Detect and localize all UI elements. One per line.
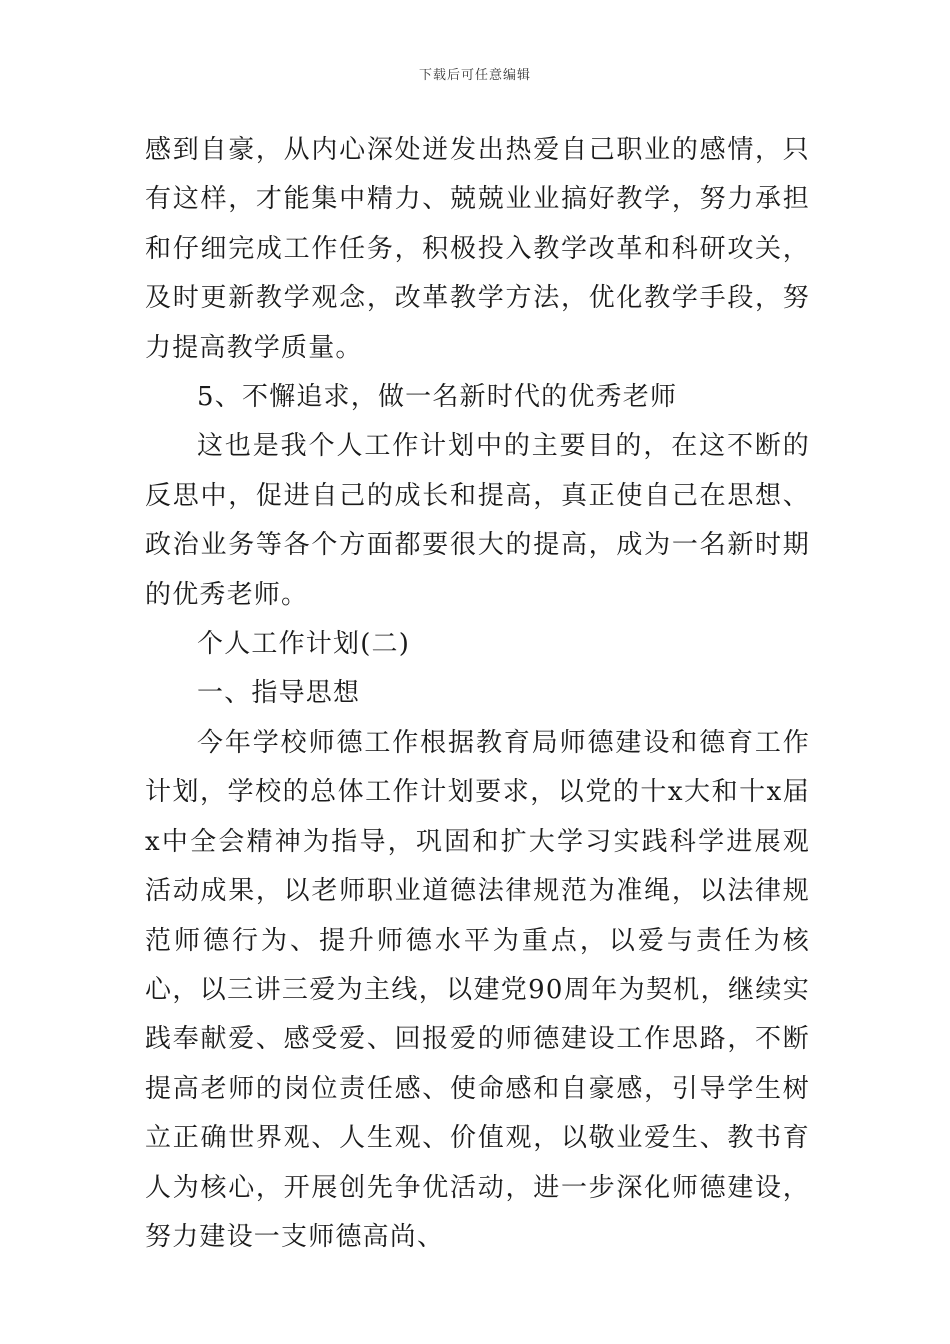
paragraph-goal: 这也是我个人工作计划中的主要目的，在这不断的反思中，促进自己的成长和提高，真正使自己在思想、政治业务等各个方面都要很大的提高，成为一名新时期的优秀老师。 xyxy=(145,431,810,610)
document-body xyxy=(145,126,810,1262)
page-header-note: 下载后可任意编辑 xyxy=(418,68,531,83)
section-heading-5: 5、不懈追求，做一名新时代的优秀老师 xyxy=(197,382,678,413)
paragraph-guiding-thought: 今年学校师德工作根据教育局师德建设和德育工作计划，学校的总体工作计划要求，以党的十x大和十x届x中全会精神为指导，巩固和扩大学习实践科学进展观活动成果，以老师职业道德法律规范为准绳，以法律规范师德行为、提升师德水平为重点，以爱与责任为核心，以三讲三爱为主线，以建党90周年为契机，继续实践奉献爱、感受爱、回报爱的师德建设工作思路，不断提高老师的岗位责任感、使命感和自豪感，引导学生树立正确世界观、人生观、价值观，以敬业爱生、教书育人为核心，开展创先争优活动，进一步深化师德建设，努力建设一支师德高尚、 xyxy=(145,727,810,1252)
paragraph-continuation: 感到自豪，从内心深处迸发出热爱自己职业的感情，只有这样，才能集中精力、兢兢业业搞好教学，努力承担和仔细完成工作任务，积极投入教学改革和科研攻关，及时更新教学观念，改革教学方法，优化教学手段，努力提高教学质量。 xyxy=(145,135,810,363)
document-title-plan-two: 个人工作计划(二) xyxy=(197,629,411,660)
section-heading-guiding-thought: 一、指导思想 xyxy=(197,678,361,709)
